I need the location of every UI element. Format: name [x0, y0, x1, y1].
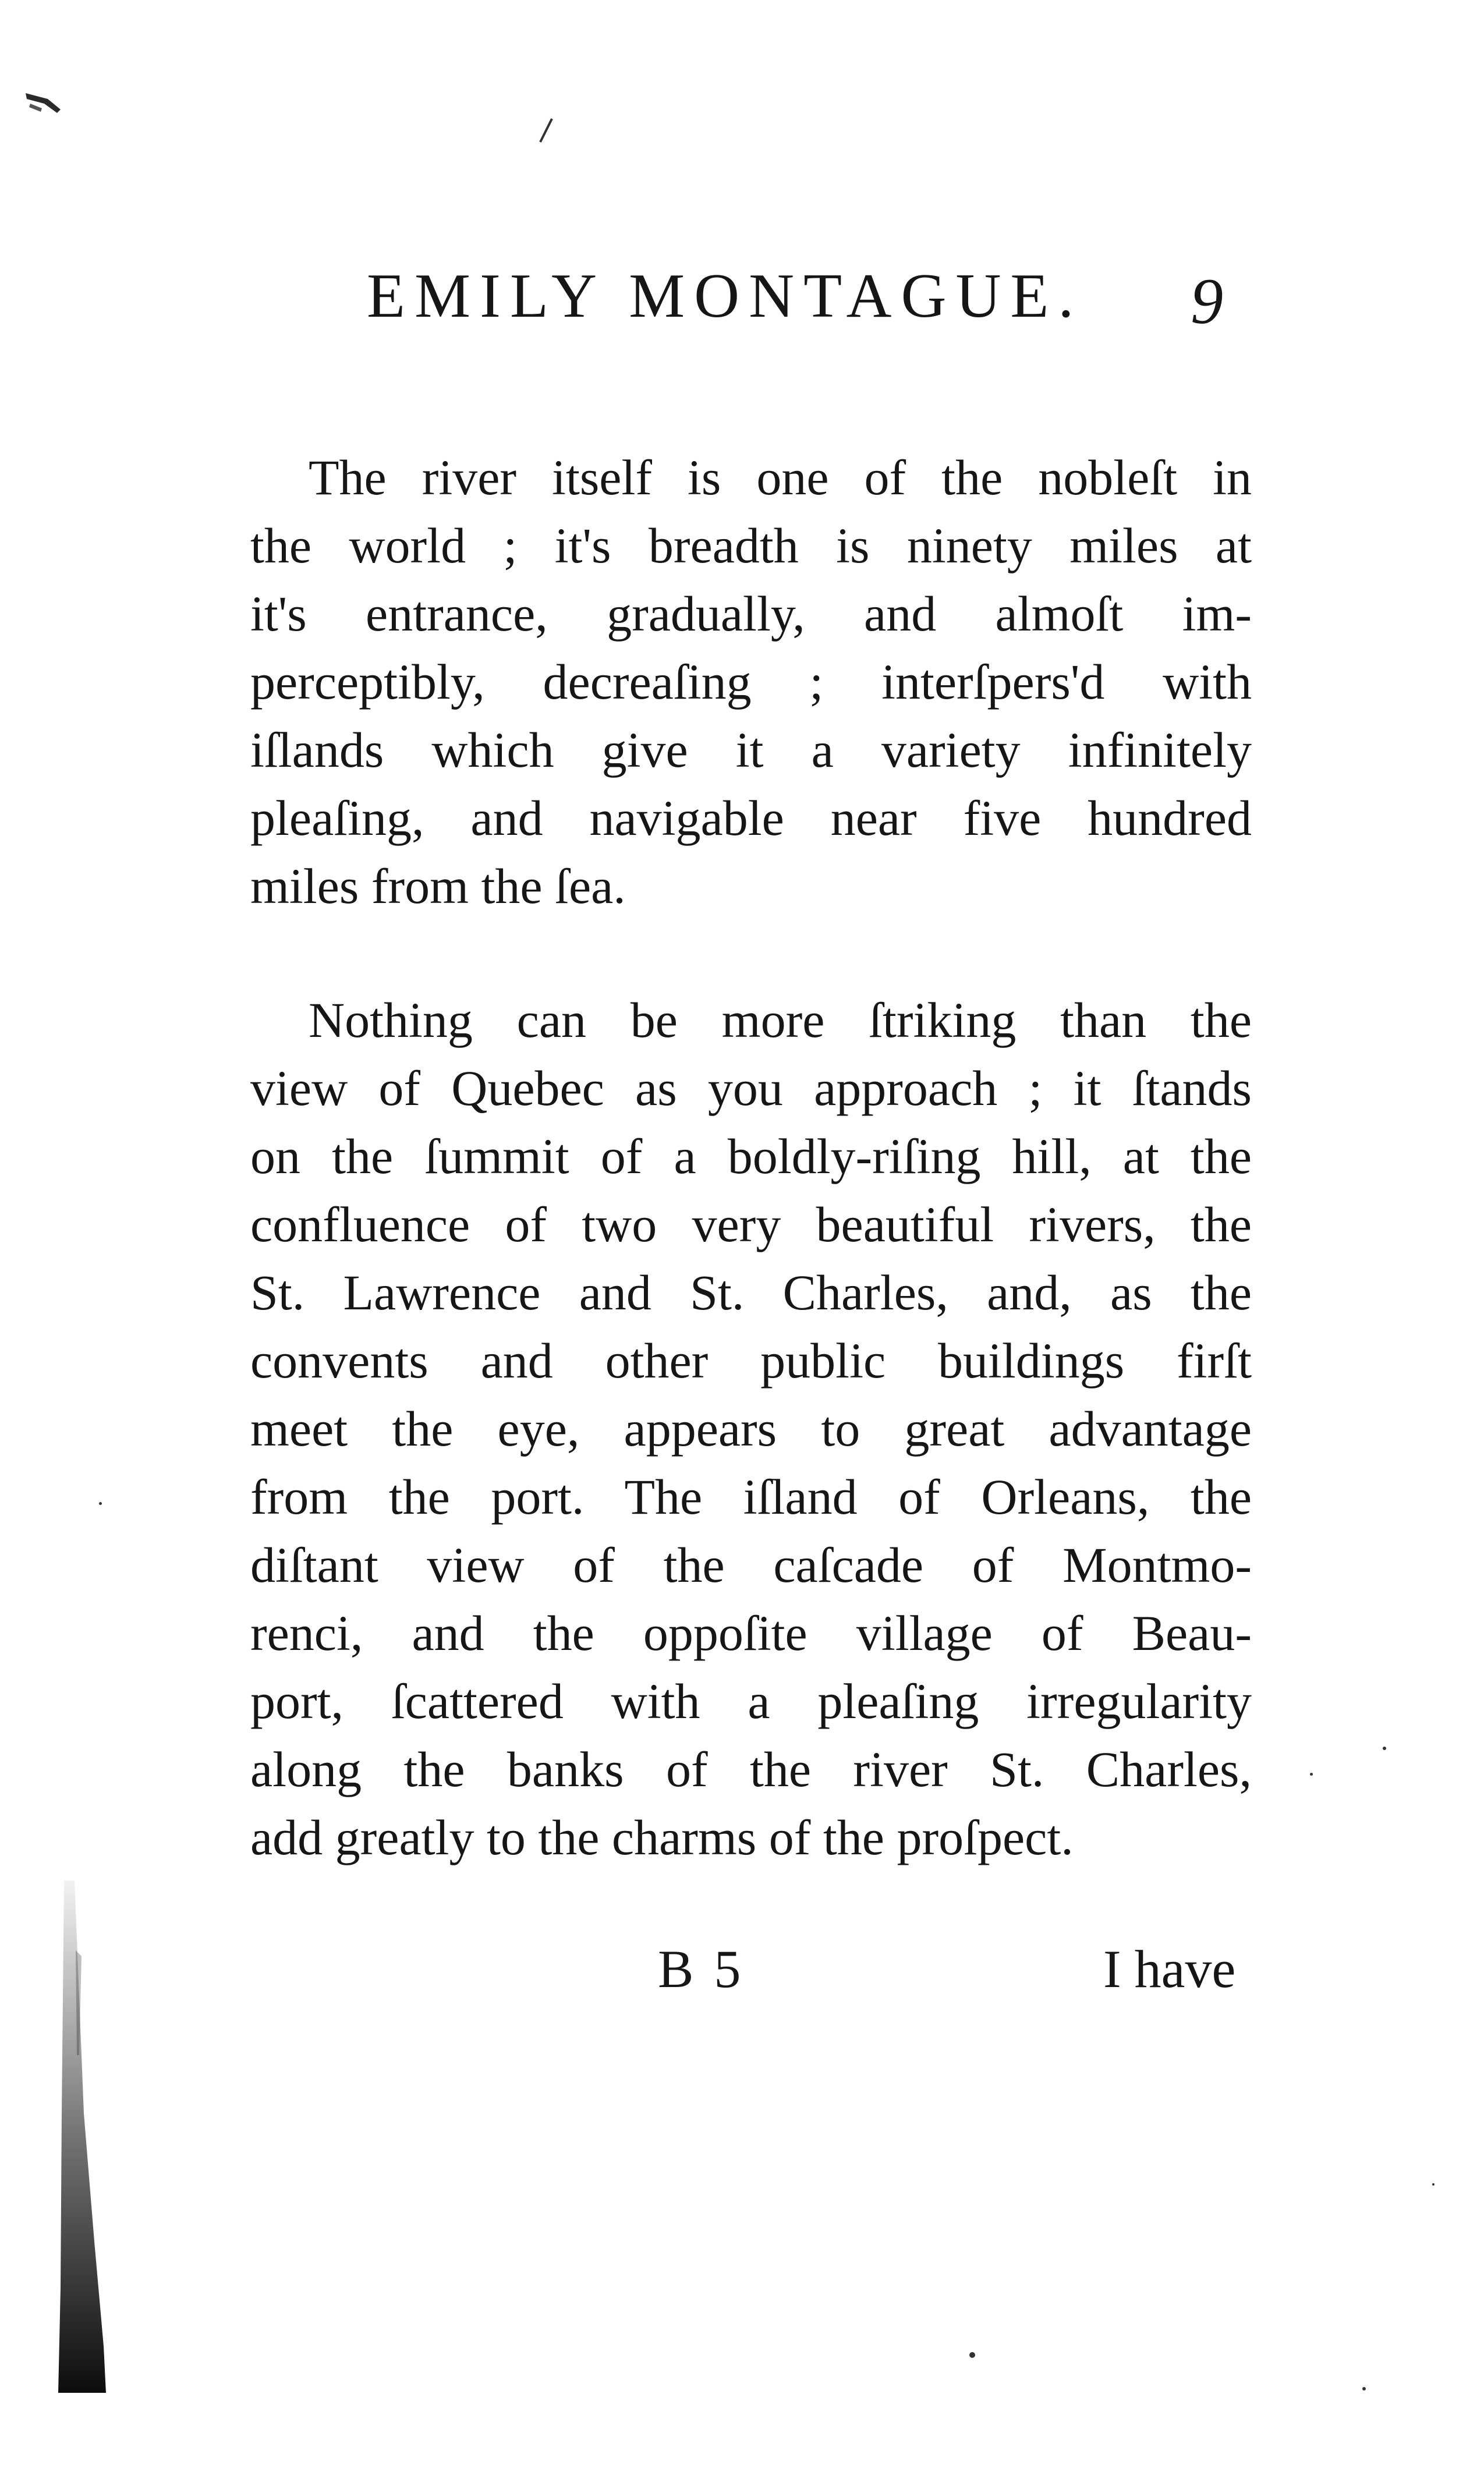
text-line: on the ſummit of a boldly-riſing hill, at the: [250, 1128, 1252, 1184]
paper-speck: [1383, 1747, 1386, 1750]
text-line: miles from the ſea.: [250, 858, 626, 914]
paper-speck: [969, 2352, 975, 2358]
text-line: confluence of two very beautiful rivers, the: [250, 1196, 1252, 1252]
paper-speck: [1310, 1773, 1313, 1776]
text-line: The river itself is one of the nobleſt in: [309, 449, 1252, 505]
gutter-shadow: [41, 1880, 128, 2393]
paragraph-1: [250, 444, 1252, 920]
signature-mark: B 5: [658, 1939, 745, 1999]
text-line: perceptibly, decreaſing ; interſpers'd with: [250, 654, 1252, 710]
text-line: Nothing can be more ſtriking than the: [309, 992, 1252, 1048]
running-title: EMILY MONTAGUE.: [367, 261, 1083, 331]
text-line: iſlands which give it a variety infinitely: [250, 722, 1252, 778]
paper-speck: [1362, 2387, 1366, 2390]
catchword: I have: [1103, 1939, 1236, 1999]
text-line: along the banks of the river St. Charles,: [250, 1741, 1252, 1797]
text-line: port, ſcattered with a pleaſing irregularity: [250, 1673, 1252, 1729]
text-line: renci, and the oppoſite village of Beau-: [250, 1605, 1252, 1661]
text-line: add greatly to the charms of the proſpect.: [250, 1809, 1074, 1865]
ink-blot-mark: [24, 86, 65, 121]
text-line: St. Lawrence and St. Charles, and, as the: [250, 1265, 1252, 1320]
text-line: diſtant view of the caſcade of Montmo-: [250, 1537, 1252, 1593]
text-line: it's entrance, gradually, and almoſt im-: [250, 586, 1252, 642]
pencil-tick-mark: [534, 116, 558, 146]
text-line: convents and other public buildings firſt: [250, 1333, 1252, 1389]
text-line: meet the eye, appears to great advantage: [250, 1401, 1252, 1457]
text-line: the world ; it's breadth is ninety miles at: [250, 518, 1252, 573]
text-line: from the port. The iſland of Orleans, the: [250, 1469, 1252, 1525]
text-line: pleaſing, and navigable near five hundred: [250, 790, 1252, 846]
page-number: 9: [1191, 265, 1223, 338]
paper-speck: [99, 1502, 102, 1505]
paragraph-2: [250, 986, 1252, 1872]
paper-speck: [1432, 2183, 1435, 2186]
text-line: view of Quebec as you approach ; it ſtands: [250, 1060, 1252, 1116]
